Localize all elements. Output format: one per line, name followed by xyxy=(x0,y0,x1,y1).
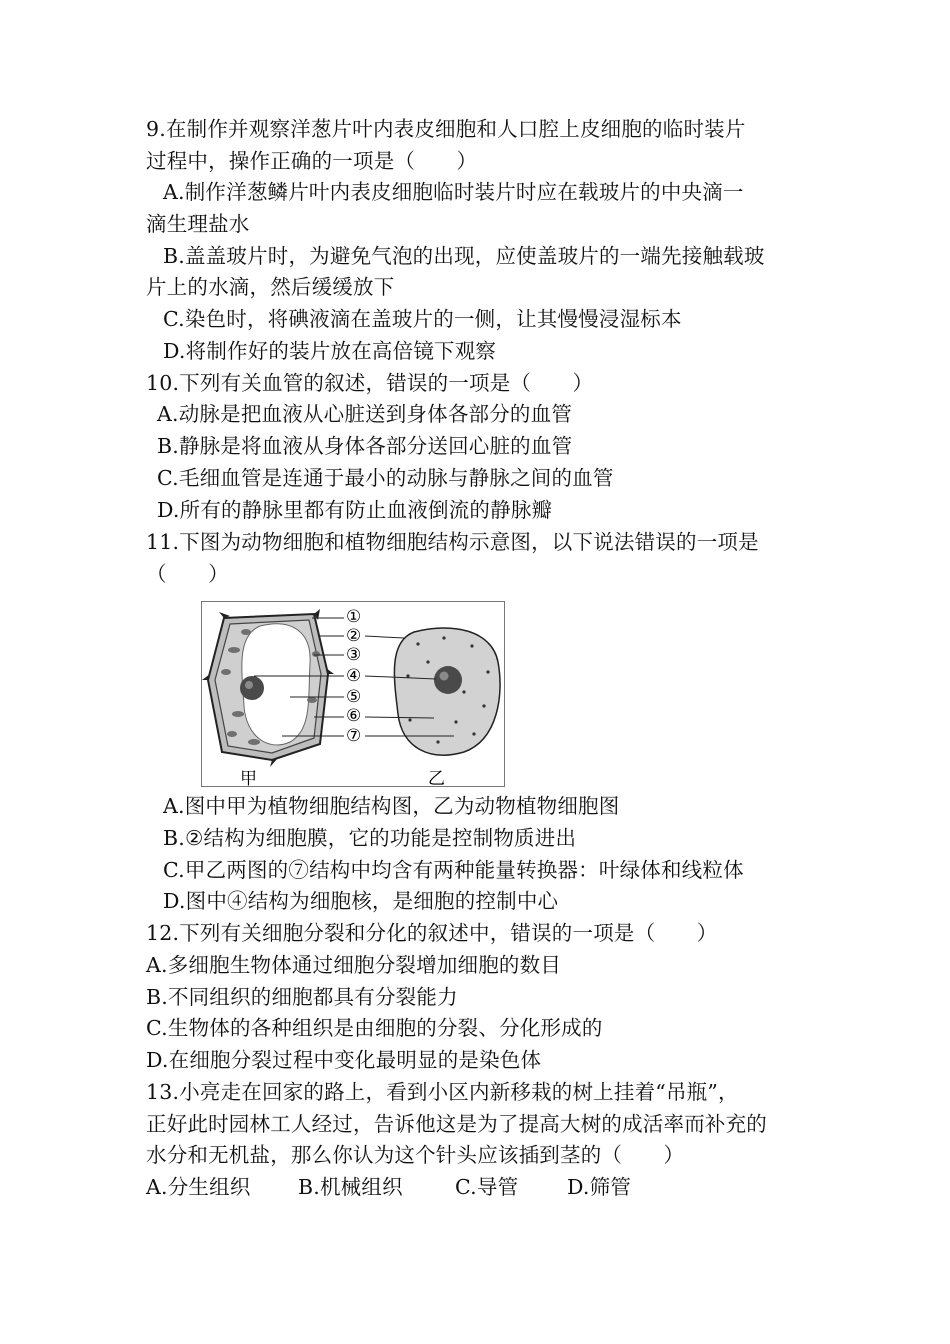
cell-structure-figure xyxy=(201,601,505,787)
q13-option-a: A.分生组织 xyxy=(146,1175,251,1199)
q9-option-c: C.染色时，将碘液滴在盖玻片的一侧，让其慢慢浸湿标本 xyxy=(163,307,682,331)
q11-option-d: D.图中④结构为细胞核，是细胞的控制中心 xyxy=(163,889,559,913)
q12-option-c: C.生物体的各种组织是由细胞的分裂、分化形成的 xyxy=(146,1016,603,1040)
label-1: ① xyxy=(346,607,362,627)
q9-option-d: D.将制作好的装片放在高倍镜下观察 xyxy=(163,339,497,363)
q13-option-b: B.机械组织 xyxy=(298,1175,403,1199)
q12-option-b: B.不同组织的细胞都具有分裂能力 xyxy=(146,985,458,1009)
q9-option-a-line1: A.制作洋葱鳞片叶内表皮细胞临时装片时应在载玻片的中央滴一 xyxy=(163,180,744,204)
q12-option-d: D.在细胞分裂过程中变化最明显的是染色体 xyxy=(146,1048,542,1072)
caption-jia: 甲 xyxy=(240,769,257,789)
q11-stem-line2: （ ） xyxy=(146,562,229,586)
q10-option-a: A.动脉是把血液从心脏送到身体各部分的血管 xyxy=(157,402,573,426)
label-3: ③ xyxy=(346,645,362,665)
label-4: ④ xyxy=(346,666,362,686)
q10-stem: 10.下列有关血管的叙述，错误的一项是（ ） xyxy=(146,371,594,395)
q11-option-a: A.图中甲为植物细胞结构图，乙为动物植物细胞图 xyxy=(163,794,620,818)
q9-stem-line2: 过程中，操作正确的一项是（ ） xyxy=(146,149,478,173)
plant-cell xyxy=(202,609,334,767)
label-6: ⑥ xyxy=(346,706,362,726)
q12-stem: 12.下列有关细胞分裂和分化的叙述中，错误的一项是（ ） xyxy=(146,921,718,945)
q13-option-c: C.导管 xyxy=(455,1175,519,1199)
q9-stem-line1: 9.在制作并观察洋葱片叶内表皮细胞和人口腔上皮细胞的临时装片 xyxy=(146,117,746,141)
q13-options xyxy=(146,1172,631,1204)
q13-stem-line2: 正好此时园林工人经过，告诉他这是为了提高大树的成活率而补充的 xyxy=(146,1112,767,1136)
q9-option-a-line2: 滴生理盐水 xyxy=(146,212,250,236)
caption-yi: 乙 xyxy=(428,769,445,789)
label-5: ⑤ xyxy=(346,687,362,707)
q10-option-d: D.所有的静脉里都有防止血液倒流的静脉瓣 xyxy=(157,498,553,522)
q12-option-a: A.多细胞生物体通过细胞分裂增加细胞的数目 xyxy=(146,953,562,977)
q11-stem-line1: 11.下图为动物细胞和植物细胞结构示意图，以下说法错误的一项是 xyxy=(146,530,759,554)
q10-option-b: B.静脉是将血液从身体各部分送回心脏的血管 xyxy=(157,434,573,458)
q10-option-c: C.毛细血管是连通于最小的动脉与静脉之间的血管 xyxy=(157,466,614,490)
q9-option-b-line1: B.盖盖玻片时，为避免气泡的出现，应使盖玻片的一端先接触载玻 xyxy=(163,244,765,268)
label-2: ② xyxy=(346,626,362,646)
label-7: ⑦ xyxy=(346,726,362,746)
q9-option-b-line2: 片上的水滴，然后缓缓放下 xyxy=(146,275,395,299)
q13-stem-line3: 水分和无机盐，那么你认为这个针头应该插到茎的（ ） xyxy=(146,1143,685,1167)
q11-option-b: B.②结构为细胞膜，它的功能是控制物质进出 xyxy=(163,826,577,850)
q13-stem-line1: 13.小亮走在回家的路上，看到小区内新移栽的树上挂着“吊瓶”， xyxy=(146,1080,739,1104)
q13-option-d: D.筛管 xyxy=(567,1175,632,1199)
q11-option-c: C.甲乙两图的⑦结构中均含有两种能量转换器：叶绿体和线粒体 xyxy=(163,858,744,882)
